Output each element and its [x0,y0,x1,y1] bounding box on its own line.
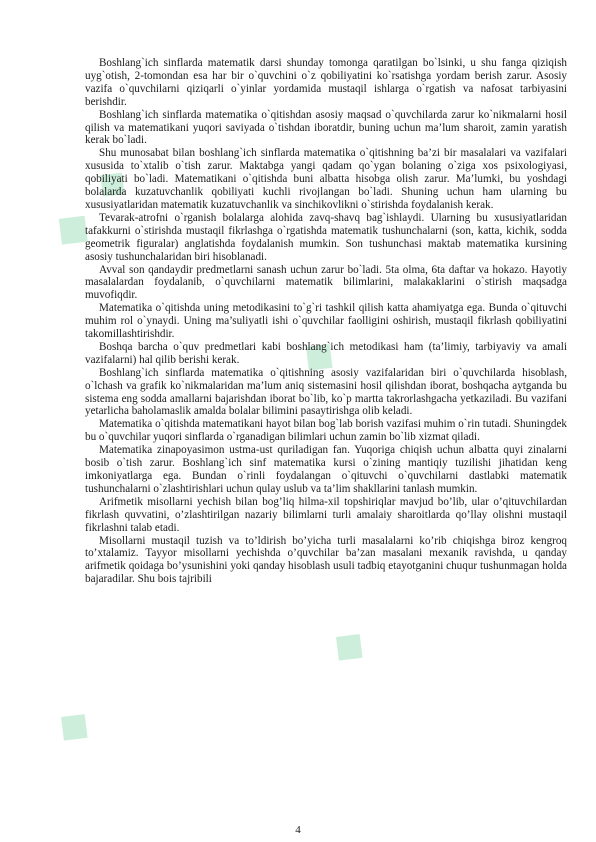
watermark-mark: ◆ [41,696,103,755]
paragraph: Avval son qandaydir predmetlarni sanash uchun zarur bo`ladi. 5ta olma, 6ta daftar va hokazo. Hayotiy masalalardan foydalanib, o`quvchilarni matematik bilimlarini, malakaklarini o`stirish maqsadga muvofiqdir. [85,263,567,302]
watermark-mark: ◆ [316,616,378,675]
paragraph: Tevarak-atrofni o`rganish bolalarga alohida zavq-shavq bag`ishlaydi. Ularning bu xususiyatlaridan tafakkurni o`stirishda mustaqil fikrlashga o`rgatishda matematik tushunchalarni (son, katta, kichik, sodda geometrik figuralar) anglatishda foydalanish mumkin. Son tushunchasi maktab matematika kursining asosiy tushunchalaridan biri hisoblanadi. [85,211,567,263]
paragraph: Arifmetik misollarni yechish bilan bog’liq hilma-xil topshiriqlar mavjud bo’lib, ular o’qituvchilardan fikrlash quvvatini, o’zlashtirilgan nazariy bilimlarni turli amalaiy sharoitlarda qo’llay olishni mustaqil fikrlashni talab etadi. [85,495,567,534]
watermark-mark: ◆ [37,196,104,260]
paragraph: Matematika o`qitishda matematikani hayot bilan bog`lab borish vazifasi muhim o`rin tutadi. Shuningdek bu o`quvchilar yuqori sinflarda o`rganadigan bilimlari uchun zamin bo`lib xizmat qiladi. [85,418,567,444]
paragraph: Shu munosabat bilan boshlang`ich sinflarda matematika o`qitishning ba’zi bir masalalari va vazifalari xususida to`xtalib o`tish zarur. Maktabga yangi qadam qo`ygan bolaning o`ziga xos psixologiyasi, qobiliyati bo`ladi. Matematikani o`qitishda buni albatta hisobga olish zarur. Ma’lumki, bu yoshdagi bolalarda kuzatuvchanlik qobiliyati kuchli rivojlangan bo`ladi. Shuning uchun ham ularning bu xususiyatlaridan matematik kuzatuvchanlik va sinchikovlikni o`stirishda foydalanish kerak. [85,147,567,211]
document-body [82,57,567,586]
paragraph: Boshqa barcha o`quv predmetlari kabi boshlang`ich metodikasi ham (ta’limiy, tarbiyaviy va amali vazifalarni) hal qilib berishi kerak. [85,340,567,366]
paragraph: Boshlang`ich sinflarda matematik darsi shunday tomonga qaratilgan bo`lsinki, u shu fanga qiziqish uyg`otish, 2-tomondan esa har bir o`quvchini o`z qobiliyatini ko`rsatishga yordam berish zarur. Asosiy vazifa o`quvchilarni qiziqarli o`yinlar yordamida mustaqil ishlarga o`rgatish va nafosat tarbiyasini berishdir. [85,57,567,108]
paragraph: Boshlang`ich sinflarda matematika o`qitishdan asosiy maqsad o`quvchilarda zarur ko`nikmalarni hosil qilish va matematikani yuqori saviyada o`tishdan iboratdir, buning uchun ma’lum sharoit, zamin yaratish kerak bo`ladi. [85,108,567,147]
paragraph: Matematika zinapoyasimon ustma-ust quriladigan fan. Yuqoriga chiqish uchun albatta quyi zinalarni bosib o`tish zarur. Boshlang`ich sinf matematika kursi o`zining mantiqiy tuzilishi jihatidan keng imkoniyatlarga ega. Bundan o`rinli foydalangan o`qituvchi o`quvchilarni dastlabki matematik tushunchalarni o`zlashtirishlari uchun qulay uslub va ta’lim shakllarini tanlash mumkin. [85,444,567,495]
paragraph: Matematika o`qitishda uning metodikasini to`g`ri tashkil qilish katta ahamiyatga ega. Bunda o`qituvchi muhim rol o`ynaydi. Uning ma’suliyatli ishi o`quvchilar faolligini oshirish, mustaqil fikrlash qobiliyatini takomillashtirishdir. [85,302,567,341]
paragraph: Misollarni mustaqil tuzish va to’ldirish bo’yicha turli masalalarni ko’rib chiqishga biroz kengroq to’xtalamiz. Tayyor misollarni yechishda o’quvchilar ba’zan masalani mexanik ravishda, u qanday arifmetik qoidaga bo’ysunishini yoki qanday hisoblash usuli tadbiq etayotganini chuqur tushunmagan holda bajaradilar. Shu bois tajribili [85,534,567,586]
watermark-mark: ◆ [286,326,348,385]
page-number: 4 [295,824,301,836]
paragraph: Boshlang`ich sinflarda matematika o`qitishning asosiy vazifalaridan biri o`quvchilarda hisoblash, o`lchash va grafik ko`nikmalaridan ma’lum aniq sistemasini hosil qilishdan iborat, boshqacha aytganda bu sistema eng sodda amallarni bajarishdan iborat bo`lib, ko`p martta takrorlashgacha yetkaziladi. Bu vazifani yetarlicha baholamaslik amalda bolalar bilimini pasaytirishga olib keladi. [85,366,567,418]
watermark-mark: ◆ [82,156,138,210]
